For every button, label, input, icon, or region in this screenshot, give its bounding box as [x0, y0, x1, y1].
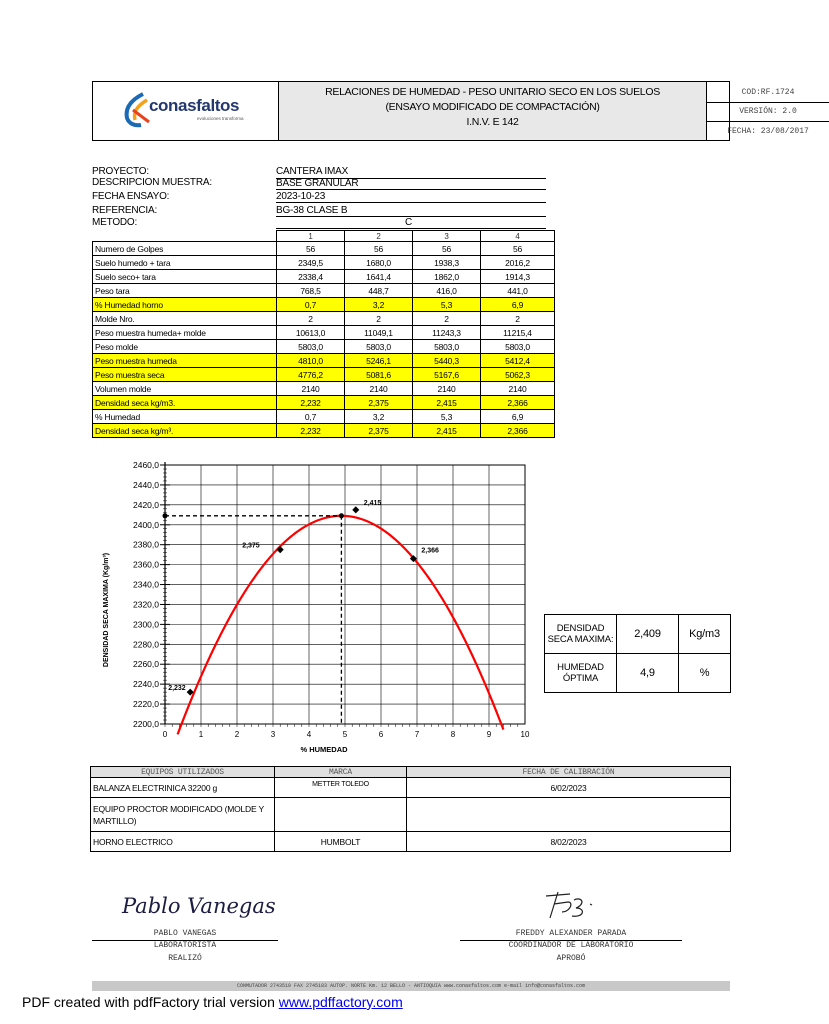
row-value: 1862,0	[413, 270, 481, 284]
row-label: Peso muestra seca	[93, 368, 277, 382]
document-date: FECHA: 23/08/2017	[727, 127, 809, 136]
humedad-unit: %	[679, 654, 731, 693]
document-header	[92, 81, 809, 141]
row-value: 2338,4	[277, 270, 345, 284]
results-table	[544, 614, 731, 693]
title-line-2: (ENSAYO MODIFICADO DE COMPACTACIÓN)	[385, 101, 600, 113]
row-value: 3,2	[345, 298, 413, 312]
row-value: 6,9	[481, 410, 555, 424]
column-number: 2	[345, 231, 413, 242]
left-signature: Pablo Vanegas	[122, 894, 276, 918]
pdffactory-link[interactable]: www.pdffactory.com	[278, 994, 403, 1010]
table-row	[93, 312, 555, 326]
row-label: Peso tara	[93, 284, 277, 298]
company-name: conasfaltos	[149, 96, 240, 115]
row-value: 5,3	[413, 410, 481, 424]
descripcion-value: BASE GRANULAR	[276, 178, 359, 189]
equipment-date: 6/02/2023	[407, 778, 731, 798]
row-value: 416,0	[413, 284, 481, 298]
y-tick-label: 2460,0	[133, 460, 159, 470]
data-point-label: 2,415	[363, 499, 382, 507]
data-point-label: 2,366	[421, 547, 439, 555]
y-tick-label: 2360,0	[133, 559, 159, 570]
document-version: VERSIÓN: 2.0	[739, 107, 797, 116]
row-value: 1914,3	[481, 270, 555, 284]
column-number: 3	[413, 231, 481, 242]
pdf-note-text: PDF created with pdfFactory trial version	[22, 994, 279, 1010]
row-label: Suelo humedo + tara	[93, 256, 277, 270]
logo-cell	[93, 82, 279, 140]
optimum-point	[339, 513, 344, 518]
column-number: 1	[277, 231, 345, 242]
x-tick-label: 2	[234, 730, 240, 739]
row-value: 1680,0	[345, 256, 413, 270]
row-value: 10613,0	[277, 326, 345, 340]
table-row	[93, 326, 555, 340]
table-row	[93, 368, 555, 382]
row-label: Peso muestra humeda+ molde	[93, 326, 277, 340]
row-label: Molde Nro.	[93, 312, 277, 326]
row-value: 5412,4	[481, 354, 555, 368]
row-value: 2140	[345, 382, 413, 396]
title-line-3: I.N.V. E 142	[466, 116, 519, 128]
row-value: 4810,0	[277, 354, 345, 368]
equipment-header-date: FECHA DE CALIBRACIÓN	[407, 767, 731, 778]
row-value: 11243,3	[413, 326, 481, 340]
row-value: 2	[345, 312, 413, 326]
document-title	[279, 82, 707, 140]
descripcion-label: DESCRIPCION MUESTRA:	[92, 177, 212, 188]
row-value: 5062,3	[481, 368, 555, 382]
y-tick-label: 2280,0	[133, 639, 159, 650]
x-tick-label: 10	[520, 730, 530, 739]
x-tick-label: 6	[378, 730, 384, 739]
y-tick-label: 2440,0	[133, 479, 159, 490]
row-label: Densidad seca kg/m³.	[93, 424, 277, 438]
x-tick-label: 4	[306, 730, 312, 739]
densidad-unit: Kg/m3	[679, 615, 731, 654]
table-row	[93, 396, 555, 410]
row-value: 2140	[277, 382, 345, 396]
row-value: 2	[277, 312, 345, 326]
row-value: 2,366	[481, 396, 555, 410]
equipment-header-brand: MARCA	[275, 767, 407, 778]
row-value: 5081,6	[345, 368, 413, 382]
fecha-label: FECHA ENSAYO:	[92, 191, 170, 202]
row-value: 5167,6	[413, 368, 481, 382]
x-tick-label: 8	[450, 730, 456, 739]
data-point	[352, 506, 359, 513]
equipment-date	[407, 798, 731, 832]
x-tick-label: 1	[198, 730, 204, 739]
blank-cell	[93, 231, 277, 242]
row-value: 2,232	[277, 424, 345, 438]
table-row	[93, 242, 555, 256]
row-value: 5803,0	[481, 340, 555, 354]
table-row	[93, 382, 555, 396]
y-tick-label: 2220,0	[133, 699, 159, 710]
row-value: 6,9	[481, 298, 555, 312]
row-value: 2140	[481, 382, 555, 396]
document-code: COD:RF.1724	[741, 88, 795, 97]
x-tick-label: 5	[342, 730, 348, 739]
row-value: 2	[413, 312, 481, 326]
row-value: 2,415	[413, 396, 481, 410]
row-value: 2,415	[413, 424, 481, 438]
row-value: 5803,0	[345, 340, 413, 354]
row-value: 11215,4	[481, 326, 555, 340]
humedad-value: 4,9	[617, 654, 679, 693]
row-value: 2,232	[277, 396, 345, 410]
row-value: 56	[413, 242, 481, 256]
document-code-cell	[707, 82, 829, 140]
row-value: 2349,5	[277, 256, 345, 270]
column-number: 4	[481, 231, 555, 242]
row-value: 2140	[413, 382, 481, 396]
row-label: % Humedad horno	[93, 298, 277, 312]
row-value: 5803,0	[277, 340, 345, 354]
compaction-data-table	[92, 230, 555, 438]
y-tick-label: 2420,0	[133, 499, 159, 510]
row-value: 5,3	[413, 298, 481, 312]
equipment-name: BALANZA ELECTRINICA 32200 g	[91, 778, 275, 798]
table-row	[93, 270, 555, 284]
data-point-label: 2,232	[168, 685, 186, 693]
fecha-value: 2023-10-23	[276, 191, 326, 202]
row-value: 1938,3	[413, 256, 481, 270]
row-label: Densidad seca kg/m3.	[93, 396, 277, 410]
referencia-label: REFERENCIA:	[92, 205, 158, 216]
table-row	[93, 298, 555, 312]
row-label: % Humedad	[93, 410, 277, 424]
equipment-brand	[275, 798, 407, 832]
y-tick-label: 2240,0	[133, 679, 159, 690]
row-value: 2,375	[345, 396, 413, 410]
x-tick-label: 3	[270, 730, 276, 739]
row-value: 2	[481, 312, 555, 326]
data-point	[277, 546, 284, 553]
column-number-row	[93, 231, 555, 242]
row-value: 5803,0	[413, 340, 481, 354]
equipment-name: HORNO ELECTRICO	[91, 832, 275, 852]
row-value: 5440,3	[413, 354, 481, 368]
right-signature-icon	[540, 888, 610, 924]
row-value: 2,375	[345, 424, 413, 438]
proyecto-label: PROYECTO:	[92, 166, 149, 177]
chart-y-label: DENSIDAD SECA MAXIMA (Kg/m³)	[103, 552, 110, 668]
row-value: 448,7	[345, 284, 413, 298]
equipment-brand: METTER TOLEDO	[275, 778, 407, 798]
company-tagline: evoluciones transforma	[197, 116, 244, 121]
y-tick-label: 2380,0	[133, 539, 159, 550]
table-row	[93, 354, 555, 368]
row-value: 0,7	[277, 410, 345, 424]
left-signer-name: PABLO VANEGAS	[153, 929, 217, 938]
data-point-label: 2,375	[242, 542, 260, 550]
table-row	[93, 284, 555, 298]
row-value: 5246,1	[345, 354, 413, 368]
row-value: 11049,1	[345, 326, 413, 340]
table-row	[93, 424, 555, 438]
equipment-date: 8/02/2023	[407, 832, 731, 852]
equipment-name: EQUIPO PROCTOR MODIFICADO (MOLDE Y MARTILLO)	[91, 798, 275, 832]
y-tick-label: 2340,0	[133, 579, 159, 590]
table-row	[93, 256, 555, 270]
chart-x-label: % HUMEDAD	[300, 745, 348, 754]
right-signer-name: FREDDY ALEXANDER PARADA	[515, 929, 627, 938]
right-signer-action: APROBÓ	[556, 954, 586, 963]
equipment-header-name: EQUIPOS UTILIZADOS	[91, 767, 275, 778]
left-signer-action: REALIZÓ	[168, 954, 202, 963]
chart-points	[168, 500, 439, 696]
table-row	[93, 410, 555, 424]
left-signer-role: LABORATORISTA	[153, 941, 217, 950]
row-value: 56	[345, 242, 413, 256]
row-value: 441,0	[481, 284, 555, 298]
row-value: 56	[277, 242, 345, 256]
densidad-value: 2,409	[617, 615, 679, 654]
metodo-value: C	[405, 217, 413, 228]
y-tick-label: 2260,0	[133, 659, 159, 670]
y-tick-label: 2300,0	[133, 619, 159, 630]
company-logo-icon	[121, 92, 151, 128]
footer-contact: CONMUTADOR 2743510 FAX 2745183 AUTOP. NORTE Km. 12 BELLO - ANTIOQUIA www.conasfaltos.com e-mail info@conasfaltos.com	[92, 981, 730, 991]
row-value: 4776,2	[277, 368, 345, 382]
densidad-label: DENSIDAD SECA MAXIMA:	[545, 615, 617, 654]
row-value: 768,5	[277, 284, 345, 298]
humedad-label: HUMEDAD ÓPTIMA	[545, 654, 617, 693]
row-value: 3,2	[345, 410, 413, 424]
compaction-curve	[178, 516, 504, 735]
row-value: 56	[481, 242, 555, 256]
compaction-curve-chart	[95, 455, 535, 755]
equipment-brand: HUMBOLT	[275, 832, 407, 852]
proyecto-value: CANTERA IMAX	[276, 166, 349, 177]
referencia-value: BG-38 CLASE B	[276, 205, 348, 216]
row-value: 0,7	[277, 298, 345, 312]
y-tick-label: 2320,0	[133, 599, 159, 610]
title-line-1: RELACIONES DE HUMEDAD - PESO UNITARIO SECO EN LOS SUELOS	[325, 86, 660, 98]
row-value: 2,366	[481, 424, 555, 438]
pdf-note	[22, 994, 403, 1010]
table-row	[93, 340, 555, 354]
row-label: Peso molde	[93, 340, 277, 354]
chart-grid	[165, 465, 525, 724]
x-tick-label: 0	[162, 730, 168, 739]
row-value: 1641,4	[345, 270, 413, 284]
row-label: Peso muestra humeda	[93, 354, 277, 368]
row-value: 2016,2	[481, 256, 555, 270]
equipment-table	[90, 766, 731, 852]
right-signer-role: COORDINADOR DE LABORATORIO	[508, 941, 634, 950]
optimum-y-marker	[163, 513, 168, 518]
y-tick-label: 2200,0	[133, 719, 159, 729]
x-tick-label: 9	[486, 730, 492, 739]
x-tick-label: 7	[414, 730, 420, 739]
row-label: Volumen molde	[93, 382, 277, 396]
row-label: Suelo seco+ tara	[93, 270, 277, 284]
metodo-label: METODO:	[92, 217, 138, 228]
y-tick-label: 2400,0	[133, 519, 159, 530]
row-label: Numero de Golpes	[93, 242, 277, 256]
